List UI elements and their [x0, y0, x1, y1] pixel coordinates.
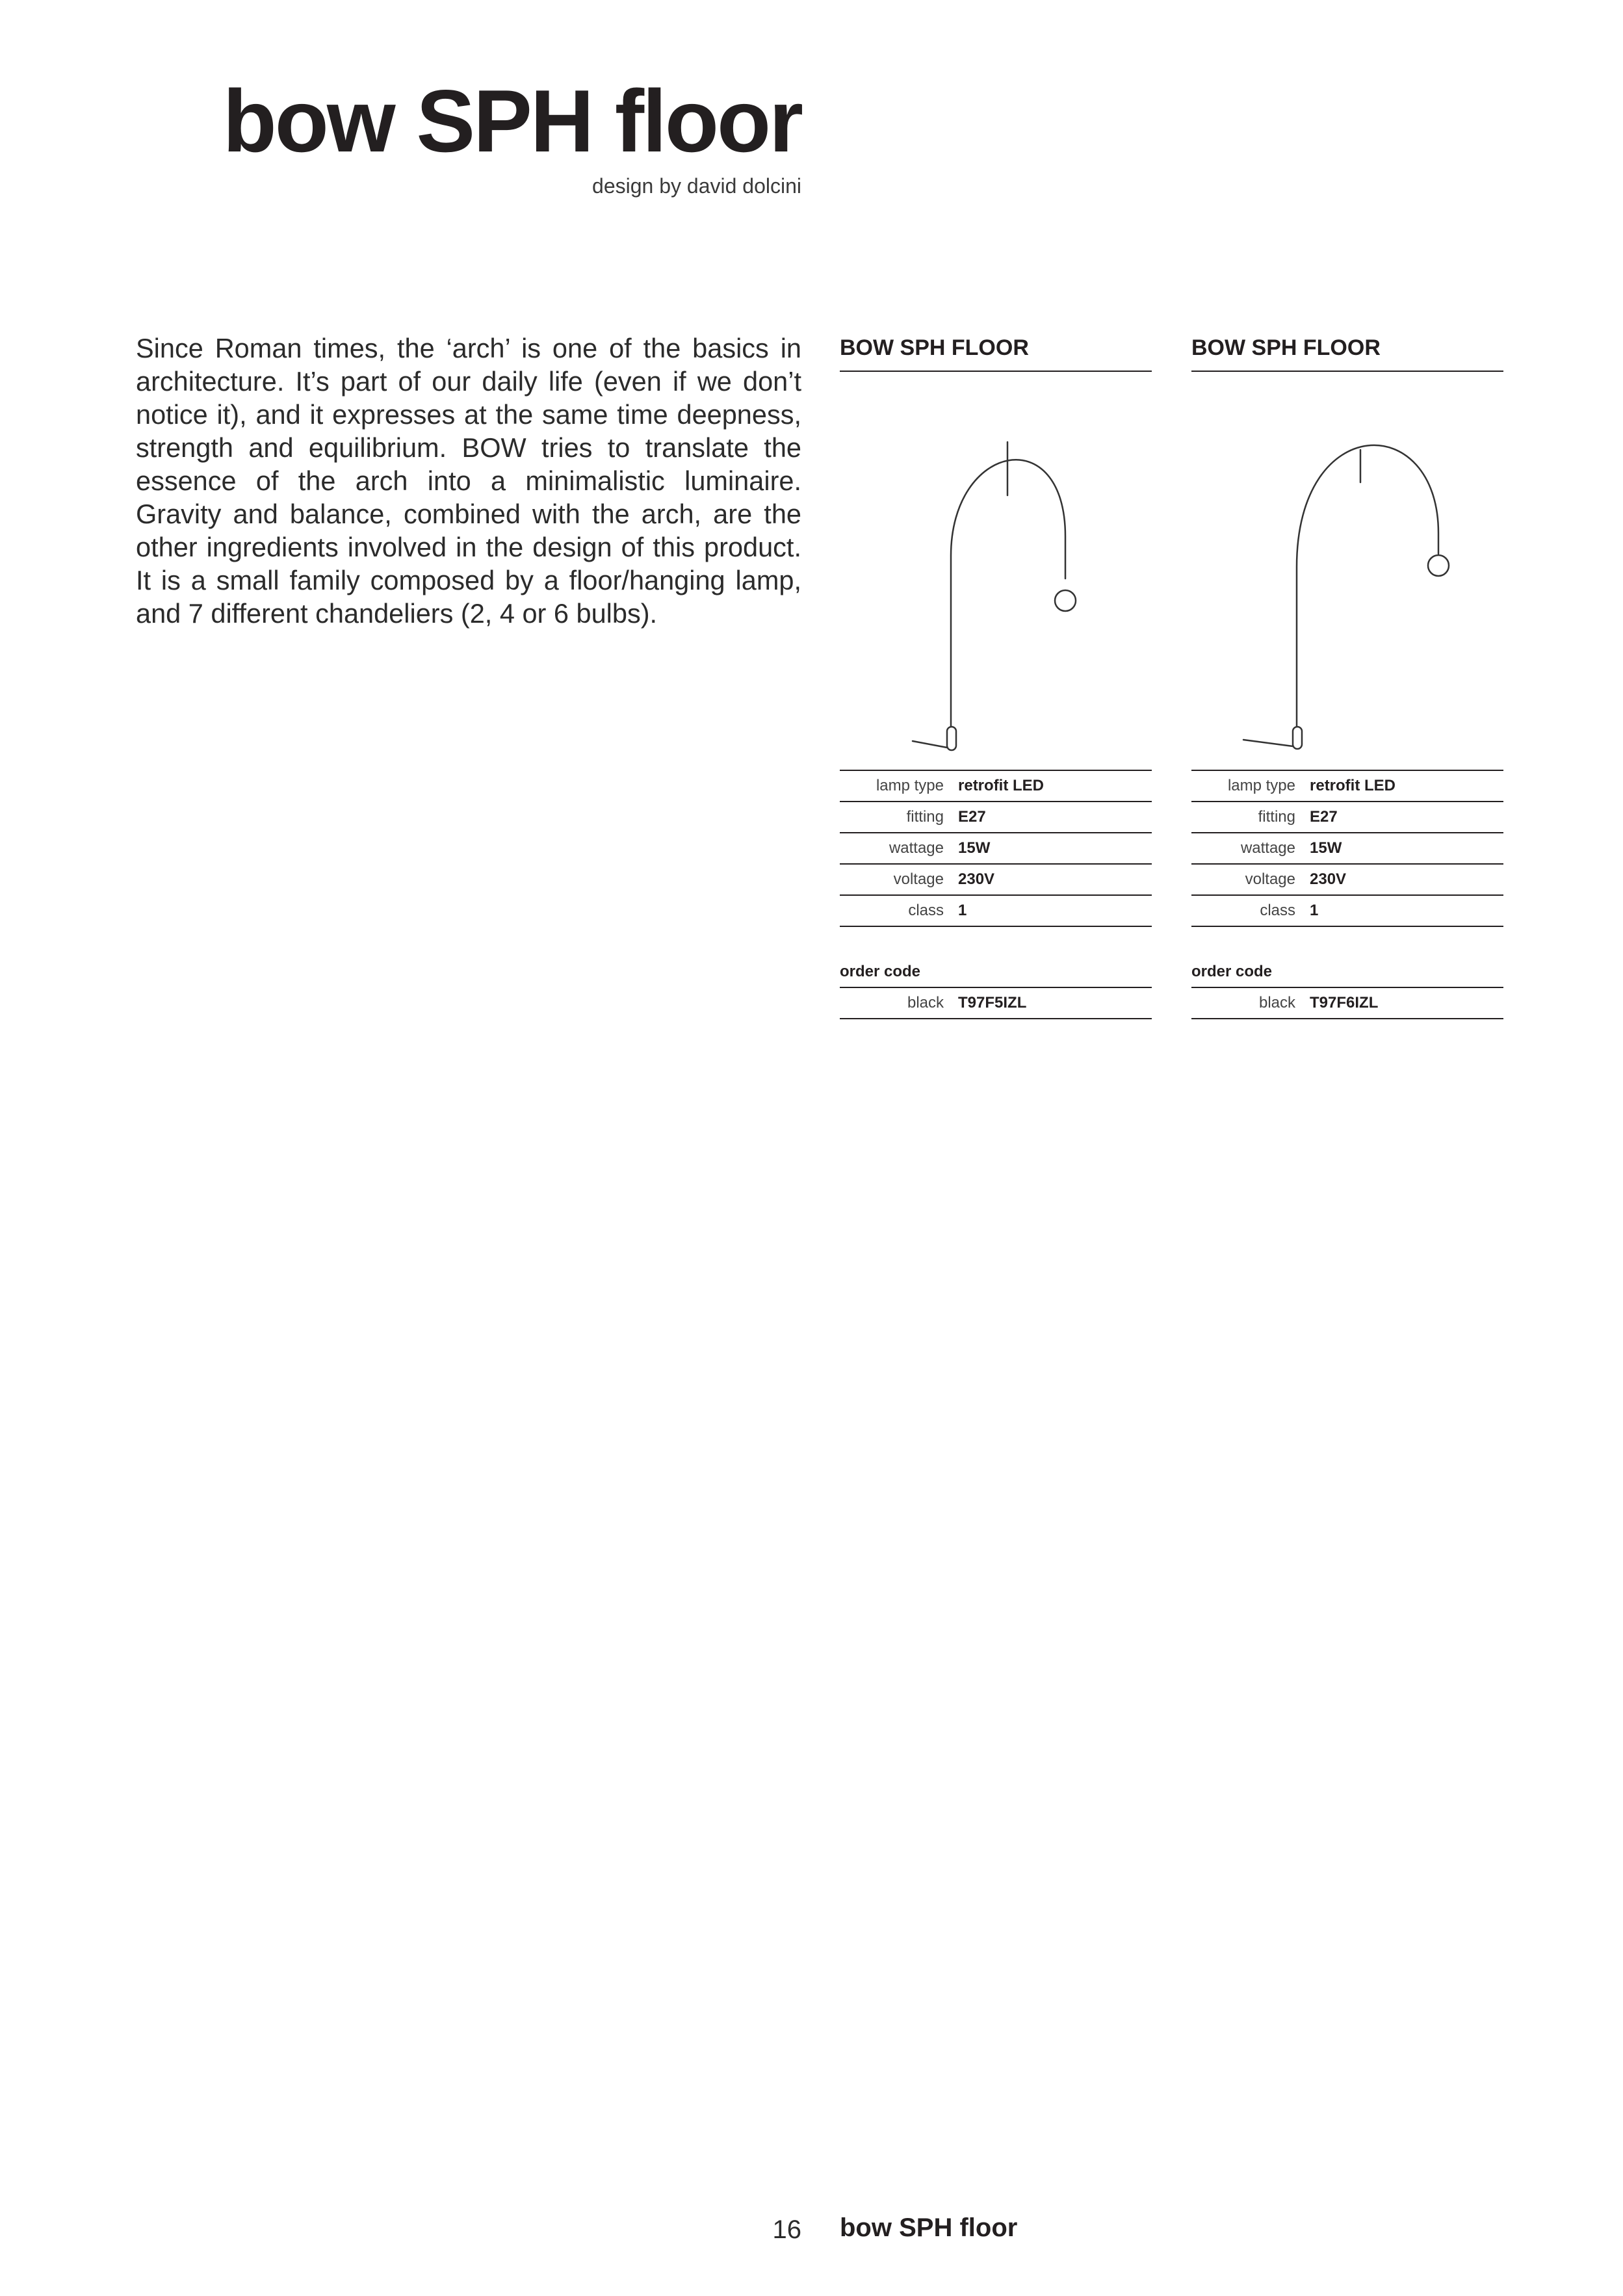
- product-card-1: [840, 332, 1152, 1019]
- spec-label: wattage: [1240, 839, 1295, 857]
- spec-table: [840, 770, 1152, 927]
- spec-value: E27: [1310, 808, 1338, 826]
- spec-row-fitting: [840, 802, 1152, 833]
- spec-value: 230V: [1310, 870, 1347, 888]
- spec-row-lamp-type: [1191, 771, 1503, 802]
- order-code-row: [840, 988, 1152, 1019]
- spec-label: class: [908, 902, 944, 919]
- lamp-drawing: [840, 372, 1152, 770]
- product-title: BOW SPH FLOOR: [1191, 332, 1503, 372]
- spec-value: retrofit LED: [1310, 777, 1396, 794]
- order-code: T97F5IZL: [958, 994, 1027, 1011]
- spec-row-class: [840, 896, 1152, 927]
- spec-value: retrofit LED: [958, 777, 1044, 794]
- designer-credit: design by david dolcini: [592, 174, 801, 198]
- footer-title: bow SPH floor: [840, 2213, 1018, 2242]
- spec-value: 15W: [1310, 839, 1342, 857]
- lamp-bulb: [1055, 590, 1076, 611]
- spec-row-wattage: [840, 833, 1152, 865]
- spec-row-wattage: [1191, 833, 1503, 865]
- lamp-drawing: [1191, 372, 1503, 770]
- lamp-bulb: [1428, 555, 1449, 576]
- page-title: bow SPH floor: [222, 72, 801, 170]
- page-number: 16: [772, 2215, 801, 2244]
- spec-value: E27: [958, 808, 986, 826]
- spec-row-fitting: [1191, 802, 1503, 833]
- lamp-arch: [951, 460, 1065, 728]
- spec-label: voltage: [1245, 870, 1295, 888]
- spec-label: lamp type: [1227, 777, 1295, 794]
- order-code: T97F6IZL: [1310, 994, 1379, 1011]
- spec-row-voltage: [840, 865, 1152, 896]
- intro-paragraph: Since Roman times, the ‘arch’ is one of the basics in architecture. It’s part of our daily life (even if we don’t notice it), and it expresses at the same time deepness, strength and equilibrium. BOW tries to translate the essence of the arch into a minimalistic luminaire. Gravity and balance, combined with the arch, are the other ingredients involved in the design of this product. It is a small family composed by a floor/hanging lamp, and 7 different chandeliers (2, 4 or 6 bulbs).: [136, 333, 801, 629]
- spec-row-lamp-type: [840, 771, 1152, 802]
- spec-label: fitting: [1258, 808, 1295, 826]
- order-label: black: [907, 994, 944, 1011]
- spec-row-class: [1191, 896, 1503, 927]
- spec-value: 1: [958, 902, 967, 919]
- product-title: BOW SPH FLOOR: [840, 332, 1152, 372]
- order-code-heading: order code: [840, 957, 1152, 988]
- order-code-row: [1191, 988, 1503, 1019]
- order-code-heading: order code: [1191, 957, 1503, 988]
- spec-value: 15W: [958, 839, 991, 857]
- spec-row-voltage: [1191, 865, 1503, 896]
- spec-label: lamp type: [876, 777, 944, 794]
- spec-label: fitting: [906, 808, 944, 826]
- order-label: black: [1258, 994, 1295, 1011]
- spec-table: [1191, 770, 1503, 927]
- spec-label: wattage: [889, 839, 944, 857]
- spec-value: 1: [1310, 902, 1319, 919]
- spec-label: voltage: [893, 870, 944, 888]
- spec-label: class: [1260, 902, 1295, 919]
- spec-value: 230V: [958, 870, 995, 888]
- lamp-base-line: [913, 741, 947, 748]
- lamp-arch: [1297, 445, 1438, 728]
- lamp-base-line: [1243, 740, 1293, 746]
- lamp-counterweight: [1293, 727, 1302, 749]
- product-card-2: [1191, 332, 1503, 1019]
- lamp-counterweight: [947, 727, 956, 750]
